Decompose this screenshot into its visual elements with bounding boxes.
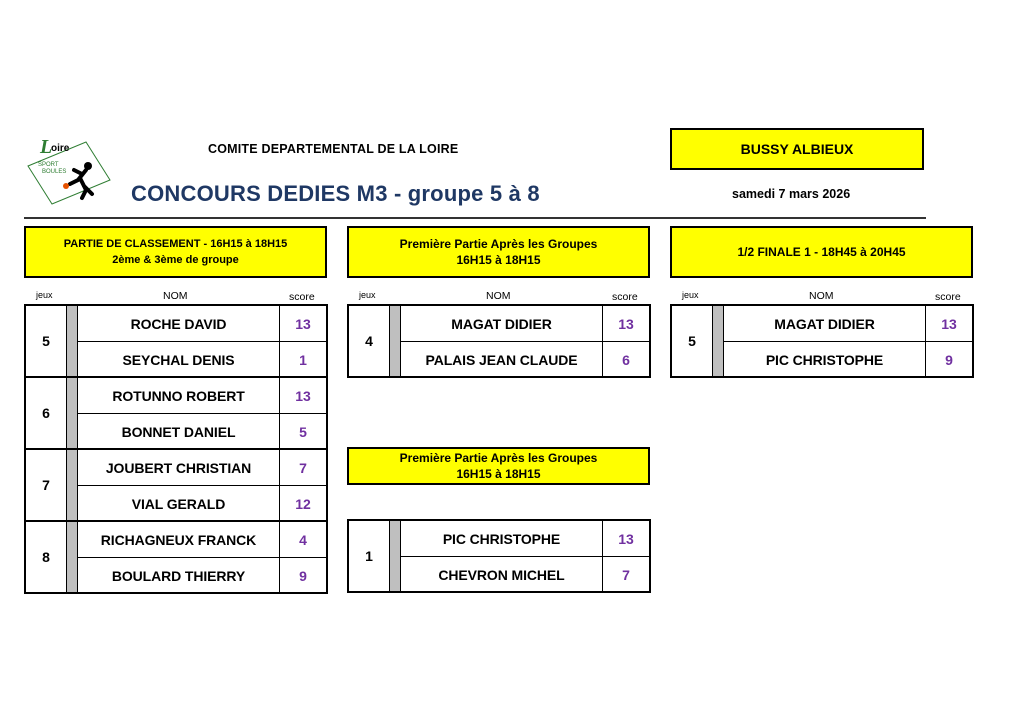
game-number: 8 (42, 549, 50, 565)
column-header-score: score (935, 291, 961, 303)
premiere-partie-header-b (347, 447, 650, 485)
player-score: 13 (941, 315, 957, 332)
grey-separator (66, 378, 78, 448)
match-block (24, 448, 328, 522)
player-name: RICHAGNEUX FRANCK (78, 522, 280, 557)
player-score: 5 (299, 423, 307, 440)
match-block (24, 520, 328, 594)
player-score: 1 (299, 351, 307, 368)
premiere-partie-header-a-line1: Première Partie Après les Groupes (399, 237, 598, 251)
match-block (24, 304, 328, 378)
player-name: PALAIS JEAN CLAUDE (401, 342, 603, 377)
player-name: ROTUNNO ROBERT (78, 378, 280, 413)
svg-text:SPORT: SPORT (38, 162, 59, 168)
premiere-partie-header-a (347, 226, 650, 278)
player-score: 13 (618, 315, 634, 332)
column-header-nom: NOM (486, 290, 511, 302)
demi-finale-header-line1: 1/2 FINALE 1 - 18H45 à 20H45 (737, 245, 906, 259)
grey-separator (66, 450, 78, 520)
committee-name: COMITE DEPARTEMENTAL DE LA LOIRE (208, 142, 459, 156)
column-header-jeux: jeux (36, 290, 53, 300)
player-name: MAGAT DIDIER (401, 306, 603, 341)
player-name: BONNET DANIEL (78, 414, 280, 449)
game-number: 5 (42, 333, 50, 349)
player-score: 12 (295, 495, 311, 512)
grey-separator (66, 522, 78, 592)
match-block (347, 519, 651, 593)
column-header-nom: NOM (163, 290, 188, 302)
row-divider (401, 341, 649, 342)
grey-separator (389, 306, 401, 376)
page-title: CONCOURS DEDIES M3 - groupe 5 à 8 (131, 181, 540, 206)
player-name: SEYCHAL DENIS (78, 342, 280, 377)
player-score: 7 (299, 459, 307, 476)
grey-separator (712, 306, 724, 376)
game-number: 1 (365, 548, 373, 564)
demi-finale-header (670, 226, 973, 278)
player-score: 7 (622, 566, 630, 583)
match-block (24, 376, 328, 450)
row-divider (724, 341, 972, 342)
player-score: 13 (295, 315, 311, 332)
grey-separator (66, 306, 78, 376)
player-score: 9 (299, 567, 307, 584)
row-divider (401, 556, 649, 557)
svg-text:L: L (40, 136, 53, 158)
svg-text:oire: oire (51, 143, 70, 154)
column-header-jeux: jeux (682, 290, 699, 300)
match-block (347, 304, 651, 378)
premiere-partie-header-a-line2: 16H15 à 18H15 (456, 253, 541, 267)
player-name: PIC CHRISTOPHE (724, 342, 926, 377)
column-header-score: score (289, 291, 315, 303)
row-divider (78, 413, 326, 414)
player-name: MAGAT DIDIER (724, 306, 926, 341)
player-name: BOULARD THIERRY (78, 558, 280, 593)
loire-sport-boules-logo (26, 136, 112, 206)
column-header-nom: NOM (809, 290, 834, 302)
player-name: JOUBERT CHRISTIAN (78, 450, 280, 485)
row-divider (78, 341, 326, 342)
player-score: 13 (295, 387, 311, 404)
svg-text:BOULES: BOULES (42, 169, 67, 175)
row-divider (78, 485, 326, 486)
game-number: 4 (365, 333, 373, 349)
game-number: 6 (42, 405, 50, 421)
player-name: CHEVRON MICHEL (401, 557, 603, 592)
player-name: VIAL GERALD (78, 486, 280, 521)
game-number: 5 (688, 333, 696, 349)
classement-header-line2: 2ème & 3ème de groupe (112, 254, 239, 266)
player-score: 13 (618, 530, 634, 547)
match-block (670, 304, 974, 378)
grey-separator (389, 521, 401, 591)
event-date: samedi 7 mars 2026 (732, 187, 851, 201)
player-score: 9 (945, 351, 953, 368)
game-number: 7 (42, 477, 50, 493)
player-name: PIC CHRISTOPHE (401, 521, 603, 556)
player-name: ROCHE DAVID (78, 306, 280, 341)
header-divider (24, 217, 926, 219)
venue-box: BUSSY ALBIEUX (670, 128, 924, 170)
premiere-partie-header-b-line2: 16H15 à 18H15 (456, 467, 541, 481)
player-score: 4 (299, 531, 307, 548)
column-header-score: score (612, 291, 638, 303)
classement-header (24, 226, 327, 278)
classement-header-line1: PARTIE DE CLASSEMENT - 16H15 à 18H15 (63, 238, 288, 250)
premiere-partie-header-b-line1: Première Partie Après les Groupes (399, 451, 598, 465)
column-header-jeux: jeux (359, 290, 376, 300)
row-divider (78, 557, 326, 558)
player-score: 6 (622, 351, 630, 368)
